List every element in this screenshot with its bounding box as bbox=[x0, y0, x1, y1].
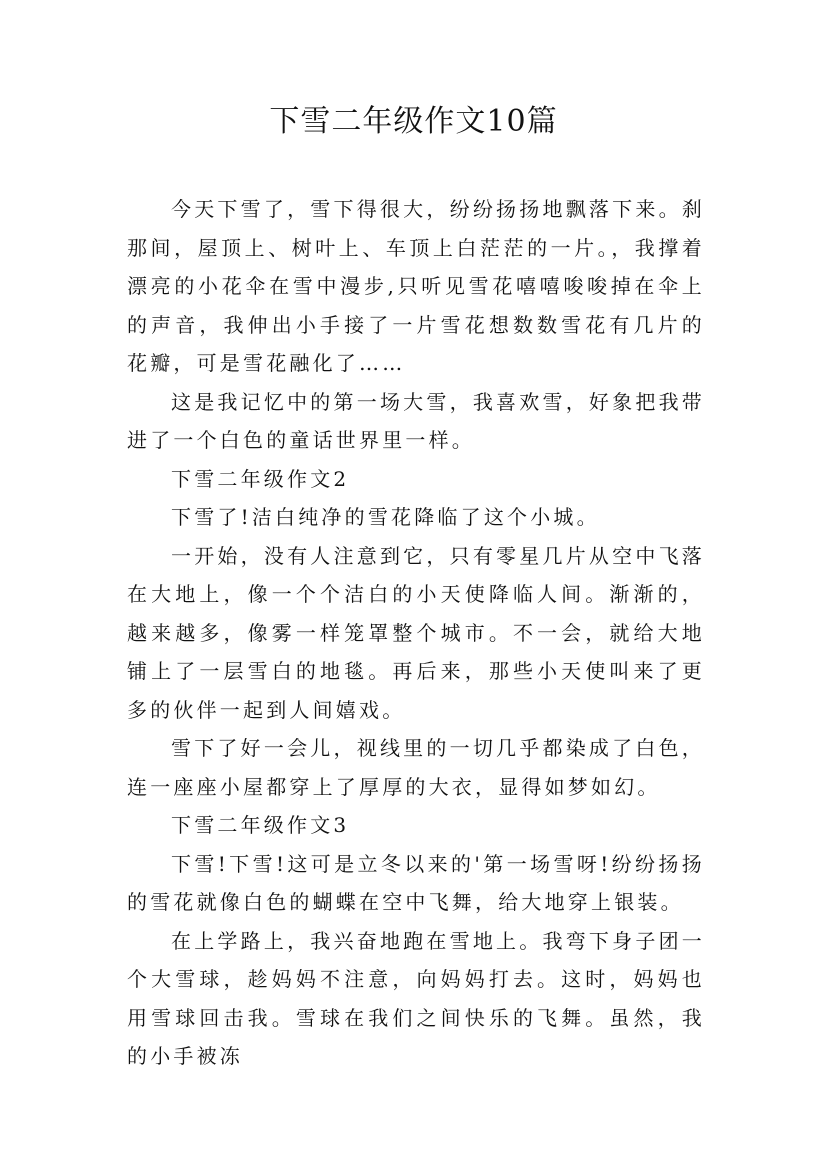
section-heading: 下雪二年级作文3 bbox=[171, 813, 350, 837]
section-heading: 下雪二年级作文2 bbox=[171, 466, 350, 491]
paragraph: 下雪!下雪!这可是立冬以来的'第一场雪呀!纷纷扬扬的雪花就像白色的蝴蝶在空中飞舞，给大地穿上银装。 bbox=[127, 851, 705, 914]
paragraph: 这是我记忆中的第一场大雪，我喜欢雪，好象把我带进了一个白色的童话世界里一样。 bbox=[127, 389, 705, 452]
paragraph: 在上学路上，我兴奋地跑在雪地上。我弯下身子团一个大雪球，趁妈妈不注意，向妈妈打去。这时，妈妈也用雪球回击我。雪球在我们之间快乐的飞舞。虽然，我的小手被冻 bbox=[127, 928, 705, 1068]
document-body bbox=[127, 190, 705, 1076]
paragraph: 下雪了!洁白纯净的雪花降临了这个小城。 bbox=[171, 505, 600, 529]
document-title: 下雪二年级作文10篇 bbox=[269, 104, 558, 139]
paragraph: 一开始，没有人注意到它，只有零星几片从空中飞落在大地上，像一个个洁白的小天使降临人间。渐渐的，越来越多，像雾一样笼罩整个城市。不一会，就给大地铺上了一层雪白的地毯。再后来，那些小天使叫来了更多的伙伴一起到人间嬉戏。 bbox=[127, 543, 705, 722]
paragraph: 今天下雪了，雪下得很大，纷纷扬扬地飘落下来。刹那间，屋顶上、树叶上、车顶上白茫茫的一片。，我撑着漂亮的小花伞在雪中漫步,只听见雪花嘻嘻唆唆掉在伞上的声音，我伸出小手接了一片雪花想数数雪花有几片的花瓣，可是雪花融化了…… bbox=[127, 197, 705, 375]
paragraph: 雪下了好一会儿，视线里的一切几乎都染成了白色，连一座座小屋都穿上了厚厚的大衣，显得如梦如幻。 bbox=[127, 736, 705, 799]
